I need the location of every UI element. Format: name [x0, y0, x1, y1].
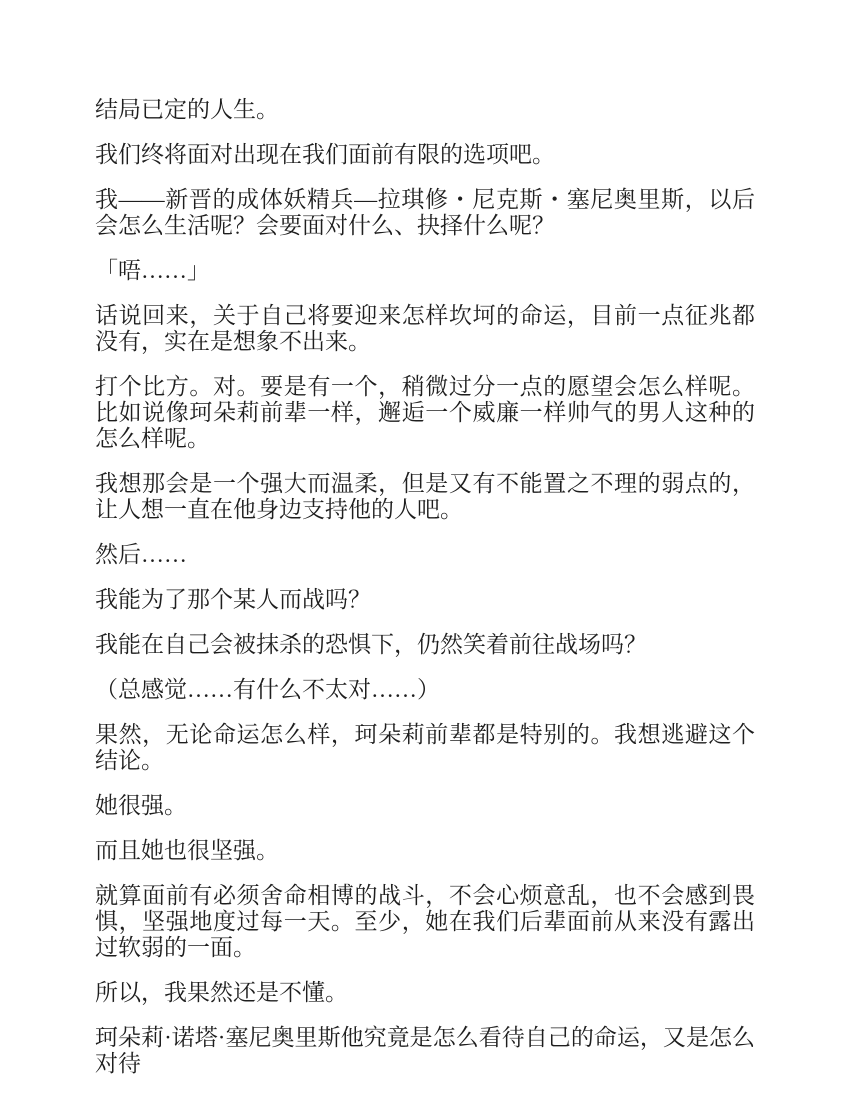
paragraph-7: 我想那会是一个强大而温柔，但是又有不能置之不理的弱点的，让人想一直在他身边支持他的人吧。	[95, 471, 755, 522]
paragraph-5: 话说回来，关于自己将要迎来怎样坎坷的命运，目前一点征兆都没有，实在是想象不出来。	[95, 303, 755, 354]
paragraph-11: （总感觉……有什么不太对……）	[95, 677, 440, 702]
paragraph-14: 而且她也很坚强。	[95, 838, 279, 863]
paragraph-12: 果然，无论命运怎么样，珂朵莉前辈都是特别的。我想逃避这个结论。	[95, 722, 755, 773]
paragraph-1: 结局已定的人生。	[95, 97, 279, 122]
paragraph-15: 就算面前有必须舍命相博的战斗，不会心烦意乱，也不会感到畏惧，坚强地度过每一天。至少，她在我们后辈面前从来没有露出过软弱的一面。	[95, 883, 755, 960]
paragraph-16: 所以，我果然还是不懂。	[95, 980, 348, 1005]
paragraph-3: 我——新晋的成体妖精兵—拉琪修・尼克斯・塞尼奥里斯，以后会怎么生活呢？会要面对什么、抉择什么呢？	[95, 187, 755, 238]
paragraph-2: 我们终将面对出现在我们面前有限的选项吧。	[95, 142, 555, 167]
paragraph-8: 然后……	[95, 542, 187, 567]
paragraph-4: 「唔……」	[95, 258, 210, 283]
paragraph-13: 她很强。	[95, 793, 187, 818]
paragraph-6: 打个比方。对。要是有一个，稍微过分一点的愿望会怎么样呢。比如说像珂朵莉前辈一样，邂逅一个威廉一样帅气的男人这种的怎么样呢。	[95, 374, 755, 451]
paragraph-17: 珂朵莉·诺塔·塞尼奥里斯他究竟是怎么看待自己的命运，又是怎么对待	[95, 1025, 755, 1076]
paragraph-9: 我能为了那个某人而战吗？	[95, 587, 371, 612]
paragraph-10: 我能在自己会被抹杀的恐惧下，仍然笑着前往战场吗？	[95, 632, 647, 657]
